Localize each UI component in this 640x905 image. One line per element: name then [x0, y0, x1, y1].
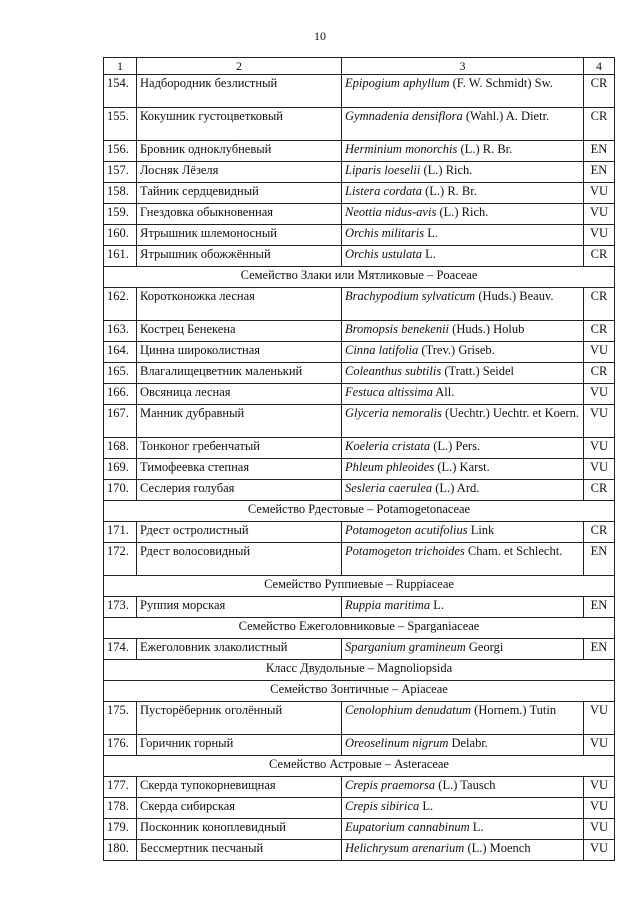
table-row: [104, 438, 615, 459]
status-code: EN: [584, 639, 615, 660]
species-author: (L.) Tausch: [435, 778, 496, 792]
section-row: [104, 267, 615, 288]
species-russian-name: Ежеголовник злаколистный: [137, 639, 342, 660]
status-code: CR: [584, 363, 615, 384]
species-latin-name: Coleanthus subtilis: [345, 364, 442, 378]
species-latin-cell: [342, 798, 584, 819]
species-latin-cell: [342, 735, 584, 756]
species-number: 163.: [104, 321, 137, 342]
table-row: [104, 141, 615, 162]
species-latin-cell: [342, 480, 584, 501]
species-number: 179.: [104, 819, 137, 840]
species-number: 159.: [104, 204, 137, 225]
species-author: L.: [469, 820, 484, 834]
table-body: [104, 75, 615, 861]
table-row: [104, 639, 615, 660]
table-row: [104, 183, 615, 204]
species-latin-cell: [342, 639, 584, 660]
status-code: VU: [584, 183, 615, 204]
species-author: Georgi: [465, 640, 504, 654]
species-russian-name: Рдест волосовидный: [137, 543, 342, 576]
species-latin-name: Liparis loeselii: [345, 163, 421, 177]
section-row: [104, 756, 615, 777]
table-row: [104, 204, 615, 225]
species-number: 158.: [104, 183, 137, 204]
species-russian-name: Тонконог гребенчатый: [137, 438, 342, 459]
status-code: VU: [584, 225, 615, 246]
species-latin-name: Ruppia maritima: [345, 598, 431, 612]
header-cell-russian-name: 2: [137, 58, 342, 75]
section-row: [104, 501, 615, 522]
species-author: Delabr.: [448, 736, 488, 750]
status-code: VU: [584, 840, 615, 861]
species-latin-cell: [342, 438, 584, 459]
species-russian-name: Горичник горный: [137, 735, 342, 756]
species-russian-name: Кострец Бенекена: [137, 321, 342, 342]
species-author: L.: [421, 247, 436, 261]
species-latin-cell: [342, 246, 584, 267]
species-number: 155.: [104, 108, 137, 141]
species-russian-name: Влагалищецветник маленький: [137, 363, 342, 384]
section-heading: Семейство Зонтичные – Apiaceae: [104, 681, 615, 702]
species-latin-cell: [342, 543, 584, 576]
species-author: (Tratt.) Seidel: [441, 364, 514, 378]
status-code: VU: [584, 459, 615, 480]
species-number: 162.: [104, 288, 137, 321]
species-russian-name: Тайник сердцевидный: [137, 183, 342, 204]
species-latin-cell: [342, 459, 584, 480]
species-latin-cell: [342, 840, 584, 861]
species-number: 176.: [104, 735, 137, 756]
table-row: [104, 246, 615, 267]
species-number: 161.: [104, 246, 137, 267]
species-author: (L.) R. Br.: [457, 142, 513, 156]
table-row: [104, 522, 615, 543]
table-row: [104, 543, 615, 576]
species-number: 167.: [104, 405, 137, 438]
table-row: [104, 735, 615, 756]
table-row: [104, 405, 615, 438]
species-latin-name: Oreoselinum nigrum: [345, 736, 449, 750]
section-heading: Семейство Астровые – Asteraceae: [104, 756, 615, 777]
section-row: [104, 681, 615, 702]
header-cell-number: 1: [104, 58, 137, 75]
species-author: (Hornem.) Tutin: [471, 703, 557, 717]
species-russian-name: Скерда тупокорневищная: [137, 777, 342, 798]
table-row: [104, 288, 615, 321]
species-latin-name: Cinna latifolia: [345, 343, 419, 357]
table-row: [104, 819, 615, 840]
species-russian-name: Руппия морская: [137, 597, 342, 618]
species-russian-name: Тимофеевка степная: [137, 459, 342, 480]
species-author: (L.) Rich.: [436, 205, 489, 219]
species-latin-name: Crepis praemorsa: [345, 778, 436, 792]
species-latin-cell: [342, 204, 584, 225]
species-latin-name: Sesleria caerulea: [345, 481, 433, 495]
species-author: L.: [424, 226, 438, 240]
species-author: (Huds.) Beauv.: [475, 289, 554, 303]
species-latin-name: Listera cordata: [345, 184, 422, 198]
status-code: VU: [584, 438, 615, 459]
species-russian-name: Бессмертник песчаный: [137, 840, 342, 861]
species-author: All.: [432, 385, 455, 399]
section-heading: Класс Двудольные – Magnoliopsida: [104, 660, 615, 681]
species-author: (F. W. Schmidt) Sw.: [449, 76, 553, 90]
status-code: CR: [584, 288, 615, 321]
species-author: (L.) Moench: [464, 841, 531, 855]
species-author: (L.) Ard.: [432, 481, 480, 495]
species-latin-name: Eupatorium cannabinum: [345, 820, 470, 834]
status-code: CR: [584, 75, 615, 108]
species-russian-name: Цинна широколистная: [137, 342, 342, 363]
section-heading: Семейство Злаки или Мятликовые – Poaceae: [104, 267, 615, 288]
page-number: 10: [314, 29, 326, 43]
header-row: [104, 58, 615, 75]
table-row: [104, 363, 615, 384]
species-number: 178.: [104, 798, 137, 819]
species-latin-name: Glyceria nemoralis: [345, 406, 442, 420]
table-row: [104, 225, 615, 246]
species-latin-name: Bromopsis benekenii: [345, 322, 450, 336]
species-author: (Huds.) Holub: [449, 322, 525, 336]
species-latin-name: Crepis sibirica: [345, 799, 420, 813]
species-number: 157.: [104, 162, 137, 183]
status-code: VU: [584, 777, 615, 798]
species-number: 171.: [104, 522, 137, 543]
species-latin-name: Helichrysum arenarium: [345, 841, 465, 855]
species-latin-name: Epipogium aphyllum: [345, 76, 450, 90]
section-heading: Семейство Руппиевые – Ruppiaceae: [104, 576, 615, 597]
species-russian-name: Посконник коноплевидный: [137, 819, 342, 840]
table-row: [104, 597, 615, 618]
table-row: [104, 459, 615, 480]
table-row: [104, 108, 615, 141]
species-author: (L.) Rich.: [420, 163, 473, 177]
species-latin-cell: [342, 384, 584, 405]
section-heading: Семейство Ежеголовниковые – Sparganiaceae: [104, 618, 615, 639]
status-code: VU: [584, 798, 615, 819]
species-author: (L.) Pers.: [430, 439, 481, 453]
species-latin-cell: [342, 75, 584, 108]
species-latin-name: Festuca altissima: [345, 385, 433, 399]
species-number: 180.: [104, 840, 137, 861]
species-latin-cell: [342, 405, 584, 438]
species-author: (Trev.) Griseb.: [418, 343, 495, 357]
species-russian-name: Коротконожка лесная: [137, 288, 342, 321]
table-row: [104, 342, 615, 363]
species-latin-cell: [342, 183, 584, 204]
species-author: Cham. et Schlecht.: [464, 544, 563, 558]
species-number: 173.: [104, 597, 137, 618]
species-latin-name: Koeleria cristata: [345, 439, 431, 453]
species-russian-name: Ятрышник шлемоносный: [137, 225, 342, 246]
table-row: [104, 480, 615, 501]
species-author: (L.) R. Br.: [421, 184, 477, 198]
species-russian-name: Овсяница лесная: [137, 384, 342, 405]
status-code: CR: [584, 108, 615, 141]
status-code: VU: [584, 735, 615, 756]
species-latin-cell: [342, 597, 584, 618]
species-number: 177.: [104, 777, 137, 798]
section-row: [104, 660, 615, 681]
status-code: CR: [584, 522, 615, 543]
status-code: VU: [584, 384, 615, 405]
status-code: EN: [584, 543, 615, 576]
species-author: (Uechtr.) Uechtr. et Koern.: [441, 406, 579, 420]
species-author: L.: [430, 598, 444, 612]
species-latin-name: Orchis militaris: [345, 226, 425, 240]
section-row: [104, 576, 615, 597]
species-author: Link: [467, 523, 495, 537]
species-table: [103, 57, 615, 861]
species-latin-cell: [342, 141, 584, 162]
species-number: 164.: [104, 342, 137, 363]
status-code: EN: [584, 162, 615, 183]
table-row: [104, 321, 615, 342]
species-number: 172.: [104, 543, 137, 576]
status-code: VU: [584, 819, 615, 840]
table-row: [104, 384, 615, 405]
species-russian-name: Гнездовка обыкновенная: [137, 204, 342, 225]
species-russian-name: Рдест остролистный: [137, 522, 342, 543]
status-code: CR: [584, 321, 615, 342]
species-latin-name: Sparganium gramineum: [345, 640, 466, 654]
species-latin-cell: [342, 162, 584, 183]
species-latin-cell: [342, 363, 584, 384]
species-number: 160.: [104, 225, 137, 246]
table-row: [104, 75, 615, 108]
section-heading: Семейство Рдестовые – Potamogetonaceae: [104, 501, 615, 522]
table-row: [104, 702, 615, 735]
table-row: [104, 162, 615, 183]
species-number: 165.: [104, 363, 137, 384]
species-latin-name: Potamogeton acutifolius: [345, 523, 468, 537]
species-russian-name: Кокушник густоцветковый: [137, 108, 342, 141]
status-code: VU: [584, 405, 615, 438]
species-russian-name: Скерда сибирская: [137, 798, 342, 819]
species-latin-cell: [342, 702, 584, 735]
species-russian-name: Лосняк Лёзеля: [137, 162, 342, 183]
table-row: [104, 840, 615, 861]
header-cell-latin-name: 3: [342, 58, 584, 75]
species-russian-name: Пусторёберник оголённый: [137, 702, 342, 735]
species-latin-name: Orchis ustulata: [345, 247, 422, 261]
species-number: 156.: [104, 141, 137, 162]
species-russian-name: Бровник одноклубневый: [137, 141, 342, 162]
status-code: VU: [584, 204, 615, 225]
status-code: CR: [584, 480, 615, 501]
species-russian-name: Сеслерия голубая: [137, 480, 342, 501]
status-code: EN: [584, 597, 615, 618]
species-latin-name: Phleum phleoides: [345, 460, 435, 474]
species-latin-name: Potamogeton trichoides: [345, 544, 465, 558]
species-latin-name: Gymnadenia densiflora: [345, 109, 463, 123]
status-code: VU: [584, 702, 615, 735]
species-number: 174.: [104, 639, 137, 660]
species-latin-name: Herminium monorchis: [345, 142, 458, 156]
species-russian-name: Манник дубравный: [137, 405, 342, 438]
species-author: (L.) Karst.: [434, 460, 490, 474]
species-number: 169.: [104, 459, 137, 480]
species-number: 154.: [104, 75, 137, 108]
table-row: [104, 777, 615, 798]
species-latin-name: Brachypodium sylvaticum: [345, 289, 476, 303]
species-latin-cell: [342, 522, 584, 543]
species-latin-cell: [342, 108, 584, 141]
section-row: [104, 618, 615, 639]
status-code: CR: [584, 246, 615, 267]
status-code: EN: [584, 141, 615, 162]
species-latin-cell: [342, 321, 584, 342]
species-latin-cell: [342, 225, 584, 246]
species-number: 166.: [104, 384, 137, 405]
species-latin-name: Neottia nidus-avis: [345, 205, 437, 219]
species-latin-name: Cenolophium denudatum: [345, 703, 472, 717]
table-row: [104, 798, 615, 819]
species-russian-name: Надбородник безлистный: [137, 75, 342, 108]
species-number: 168.: [104, 438, 137, 459]
species-latin-cell: [342, 819, 584, 840]
species-russian-name: Ятрышник обожжённый: [137, 246, 342, 267]
species-latin-cell: [342, 777, 584, 798]
species-author: L.: [419, 799, 434, 813]
species-number: 170.: [104, 480, 137, 501]
status-code: VU: [584, 342, 615, 363]
species-author: (Wahl.) A. Dietr.: [462, 109, 550, 123]
header-cell-status: 4: [584, 58, 615, 75]
species-latin-cell: [342, 342, 584, 363]
species-latin-cell: [342, 288, 584, 321]
species-number: 175.: [104, 702, 137, 735]
